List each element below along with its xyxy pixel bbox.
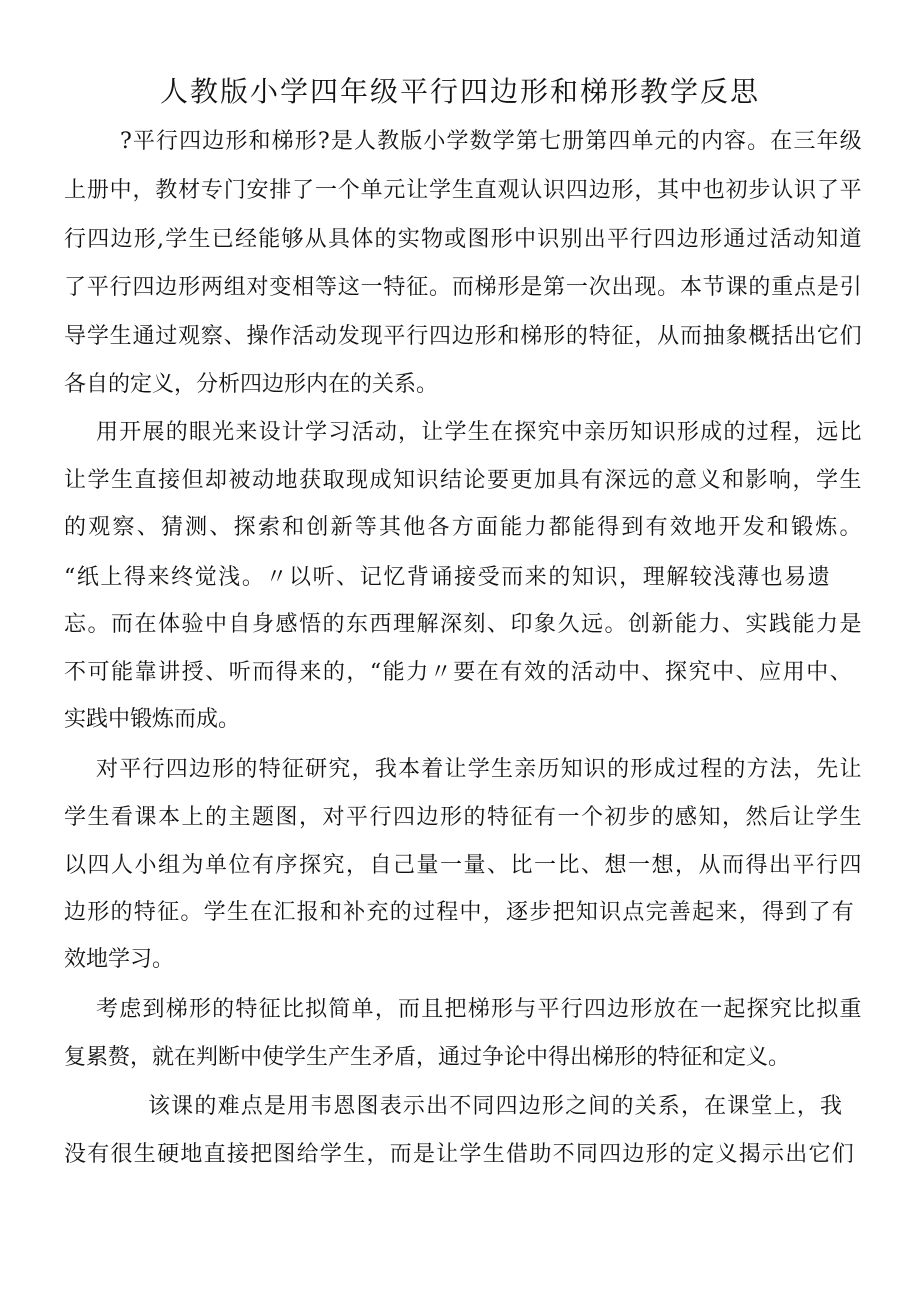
text-line: 效地学习。 (64, 947, 175, 972)
document-title: 人教版小学四年级平行四边形和梯形教学反思 (159, 75, 760, 108)
text-line: ? 平 行 四 边 形 和 梯 形 ? 是 人 教 版 小 学 数 学 第 七 册 第 四 单 元 的 内 容 。 在 三 年 级 (120, 129, 862, 154)
text-line: 让 学 生 直 接 但 却 被 动 地 获 取 现 成 知 识 结 论 要 更 加 具 有 深 远 的 意 义 和 影 响 ， 学 生 (64, 468, 862, 493)
text-line: 该 课 的 难 点 是 用 韦 恩 图 表 示 出 不 同 四 边 形 之 间 的 关 系 ， 在 课 堂 上 ， 我 (148, 1094, 842, 1119)
text-line: 忘 。 而 在 体 验 中 自 身 感 悟 的 东 西 理 解 深 刻 、 印 象 久 远 。 创 新 能 力 、 实 践 能 力 是 (64, 612, 862, 637)
text-line: 的 观 察 、 猜 测 、 探 索 和 创 新 等 其 他 各 方 面 能 力 都 能 得 到 有 效 地 开 发 和 锻 炼 。 (64, 515, 862, 540)
text-line: 实践中锻炼而成。 (64, 707, 241, 732)
text-line: 对 平 行 四 边 形 的 特 征 研 究 ， 我 本 着 让 学 生 亲 历 知 识 的 形 成 过 程 的 方 法 ， 先 让 (96, 757, 862, 782)
text-line: 以 四 人 小 组 为 单 位 有 序 探 究 ， 自 己 量 一 量 、 比 一 比 、 想 一 想 ， 从 而 得 出 平 行 四 (64, 853, 862, 878)
text-line: 学 生 看 课 本 上 的 主 题 图 ， 对 平 行 四 边 形 的 特 征 有 一 个 初 步 的 感 知 ， 然 后 让 学 生 (64, 805, 862, 830)
text-line: 考 虑 到 梯 形 的 特 征 比 拟 简 单 ， 而 且 把 梯 形 与 平 行 四 边 形 放 在 一 起 探 究 比 拟 重 (96, 997, 862, 1022)
text-line: 了 平 行 四 边 形 两 组 对 变 相 等 这 一 特 征 。 而 梯 形 是 第 一 次 出 现 。 本 节 课 的 重 点 是 引 (64, 275, 862, 300)
text-line: 没 有 很 生 硬 地 直 接 把 图 给 学 生 ， 而 是 让 学 生 借 助 不 同 四 边 形 的 定 义 揭 示 出 它 们 (64, 1142, 854, 1167)
text-line: 上 册 中 ， 教 材 专 门 安 排 了 一 个 单 元 让 学 生 直 观 认 识 四 边 形 ， 其 中 也 初 步 认 识 了 平 (64, 178, 862, 203)
text-line: 边 形 的 特 征 。 学 生 在 汇 报 和 补 充 的 过 程 中 ， 逐 步 把 知 识 点 完 善 起 来 ， 得 到 了 有 (64, 900, 854, 925)
text-line: 用 开 展 的 眼 光 来 设 计 学 习 活 动 ， 让 学 生 在 探 究 中 亲 历 知 识 形 成 的 过 程 ， 远 比 (96, 420, 862, 445)
text-line: 各自的定义，分析四边形内在的关系。 (64, 372, 439, 397)
text-line: 行 四 边 形 , 学 生 已 经 能 够 从 具 体 的 实 物 或 图 形 中 识 别 出 平 行 四 边 形 通 过 活 动 知 道 (64, 227, 862, 252)
text-line: 导 学 生 通 过 观 察 、 操 作 活 动 发 现 平 行 四 边 形 和 梯 形 的 特 征 ， 从 而 抽 象 概 括 出 它 们 (64, 324, 862, 349)
text-line: 不 可 能 靠 讲 授 、 听 而 得 来 的 ， “ 能 力 〃 要 在 有 效 的 活 动 中 、 探 究 中 、 应 用 中 、 (64, 660, 852, 685)
text-line: 复累赘，就在判断中使学生产生矛盾，通过争论中得出梯形的特征和定义。 (64, 1045, 791, 1070)
text-line: “ 纸 上 得 来 终 觉 浅 。 〃 以 听 、 记 忆 背 诵 接 受 而 来 的 知 识 ， 理 解 较 浅 薄 也 易 遗 (64, 565, 830, 590)
